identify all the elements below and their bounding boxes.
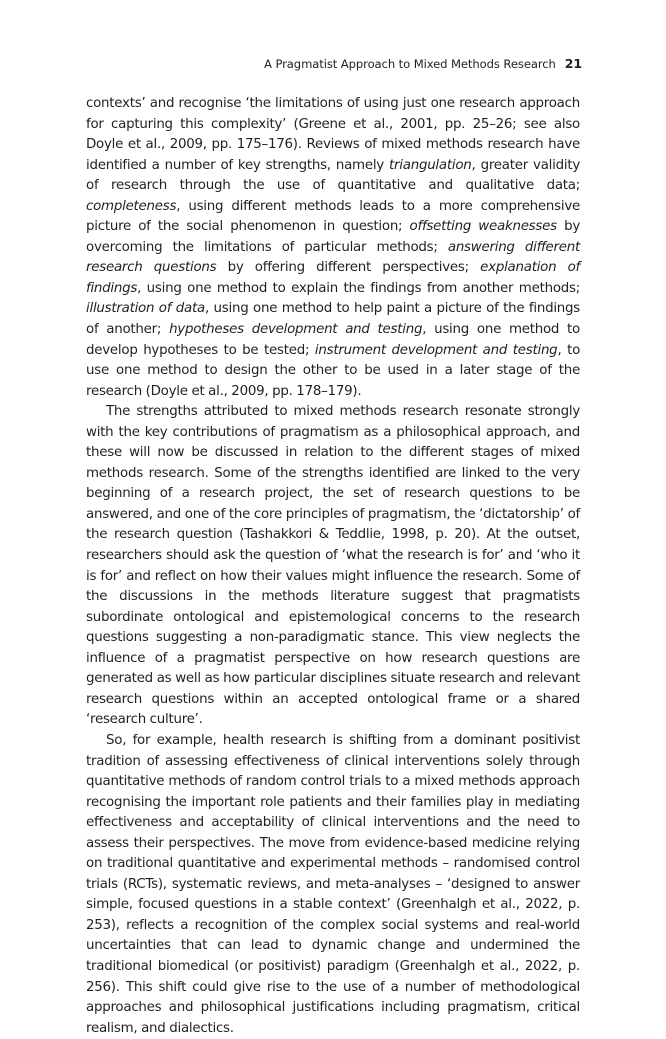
paragraph-3 bbox=[86, 731, 580, 1039]
running-head-title: A Pragmatist Approach to Mixed Methods Research bbox=[264, 57, 556, 71]
text-run: by overcoming the limitations of particular methods; bbox=[86, 219, 581, 255]
text-run: , to use one method to design the other to be used in a later stage of the research (Doyle et al., 2009, pp. 178–179). bbox=[86, 342, 581, 399]
italic-term: triangulation bbox=[389, 157, 472, 173]
italic-term: instrument development and testing bbox=[314, 342, 558, 358]
text-run: , using one method to develop hypotheses to be tested; bbox=[86, 322, 581, 358]
text-run: by offering different perspectives; bbox=[216, 260, 481, 276]
text-run: contexts’ and recognise ‘the limitations of using just one research approach for capturing this complexity’ (Greene et al., 2001, pp. 25–26; see also Doyle et al., 2009, pp. 175–176). Reviews of mixed methods research have identified a number of key strengths, namely bbox=[86, 96, 580, 173]
italic-term: explanation of findings bbox=[86, 260, 581, 296]
text-run: , using one method to explain the findings from another methods; bbox=[137, 280, 580, 296]
text-run: So, for example, health research is shifting from a dominant positivist tradition of assessing effectiveness of clinical interventions solely through quantitative methods of random control trials to a mixed methods approach recognising the important role patients and their families play in mediating effectiveness and acceptability of clinical interventions and the need to assess their perspectives. The move from evidence-based medicine relying on traditional quantitative and experimental methods – randomised control trials (RCTs), systematic reviews, and meta-analyses – ‘designed to answer simple, focused questions in a stable context’ (Greenhalgh et al., 2022, p. 253), reflects a recognition of the complex social systems and real-world uncertainties that can lead to dynamic change and undermined the traditional biomedical (or positivist) paradigm (Greenhalgh et al., 2022, p. 256). This shift could give rise to the use of a number of methodological approaches and philosophical justifications including pragmatism, critical realism, and dialectics. bbox=[86, 732, 580, 1036]
italic-term: completeness bbox=[86, 198, 177, 214]
italic-term: answering different research questions bbox=[86, 239, 580, 276]
paragraph-2 bbox=[86, 402, 580, 731]
italic-term: offsetting weaknesses bbox=[409, 219, 557, 235]
text-run: , using one method to help paint a picture of the findings of another; bbox=[86, 301, 581, 338]
italic-term: hypotheses development and testing bbox=[169, 322, 423, 338]
text-run: , greater validity of research through the use of quantitative and qualitative data; bbox=[86, 157, 580, 194]
italic-term: illustration of data bbox=[86, 301, 205, 317]
text-run: , using different methods leads to a more comprehensive picture of the social phenomenon in question; bbox=[86, 198, 580, 235]
running-head bbox=[264, 56, 582, 71]
paragraph-1 bbox=[86, 94, 580, 402]
text-run: The strengths attributed to mixed methods research resonate strongly with the key contributions of pragmatism as a philosophical approach, and these will now be discussed in relation to the different stages of mixed methods research. Some of the strengths identified are linked to the very beginning of a research project, the set of research questions to be answered, and one of the core principles of pragmatism, the ‘dictatorship’ of the research question (Tashakkori & Teddlie, 1998, p. 20). At the outset, researchers should ask the question of ‘what the research is for’ and ‘who it is for’ and reflect on how their values might influence the research. Some of the discussions in the methods literature suggest that pragmatists subordinate ontological and epistemological concerns to the research questions suggesting a non-paradigmatic stance. This view neglects the influence of a pragmatist perspective on how research questions are generated as well as how particular disciplines situate research and relevant research questions within an accepted ontological frame or a shared ‘research culture’. bbox=[86, 404, 580, 728]
page-number: 21 bbox=[564, 56, 582, 71]
body-text bbox=[86, 94, 580, 1039]
